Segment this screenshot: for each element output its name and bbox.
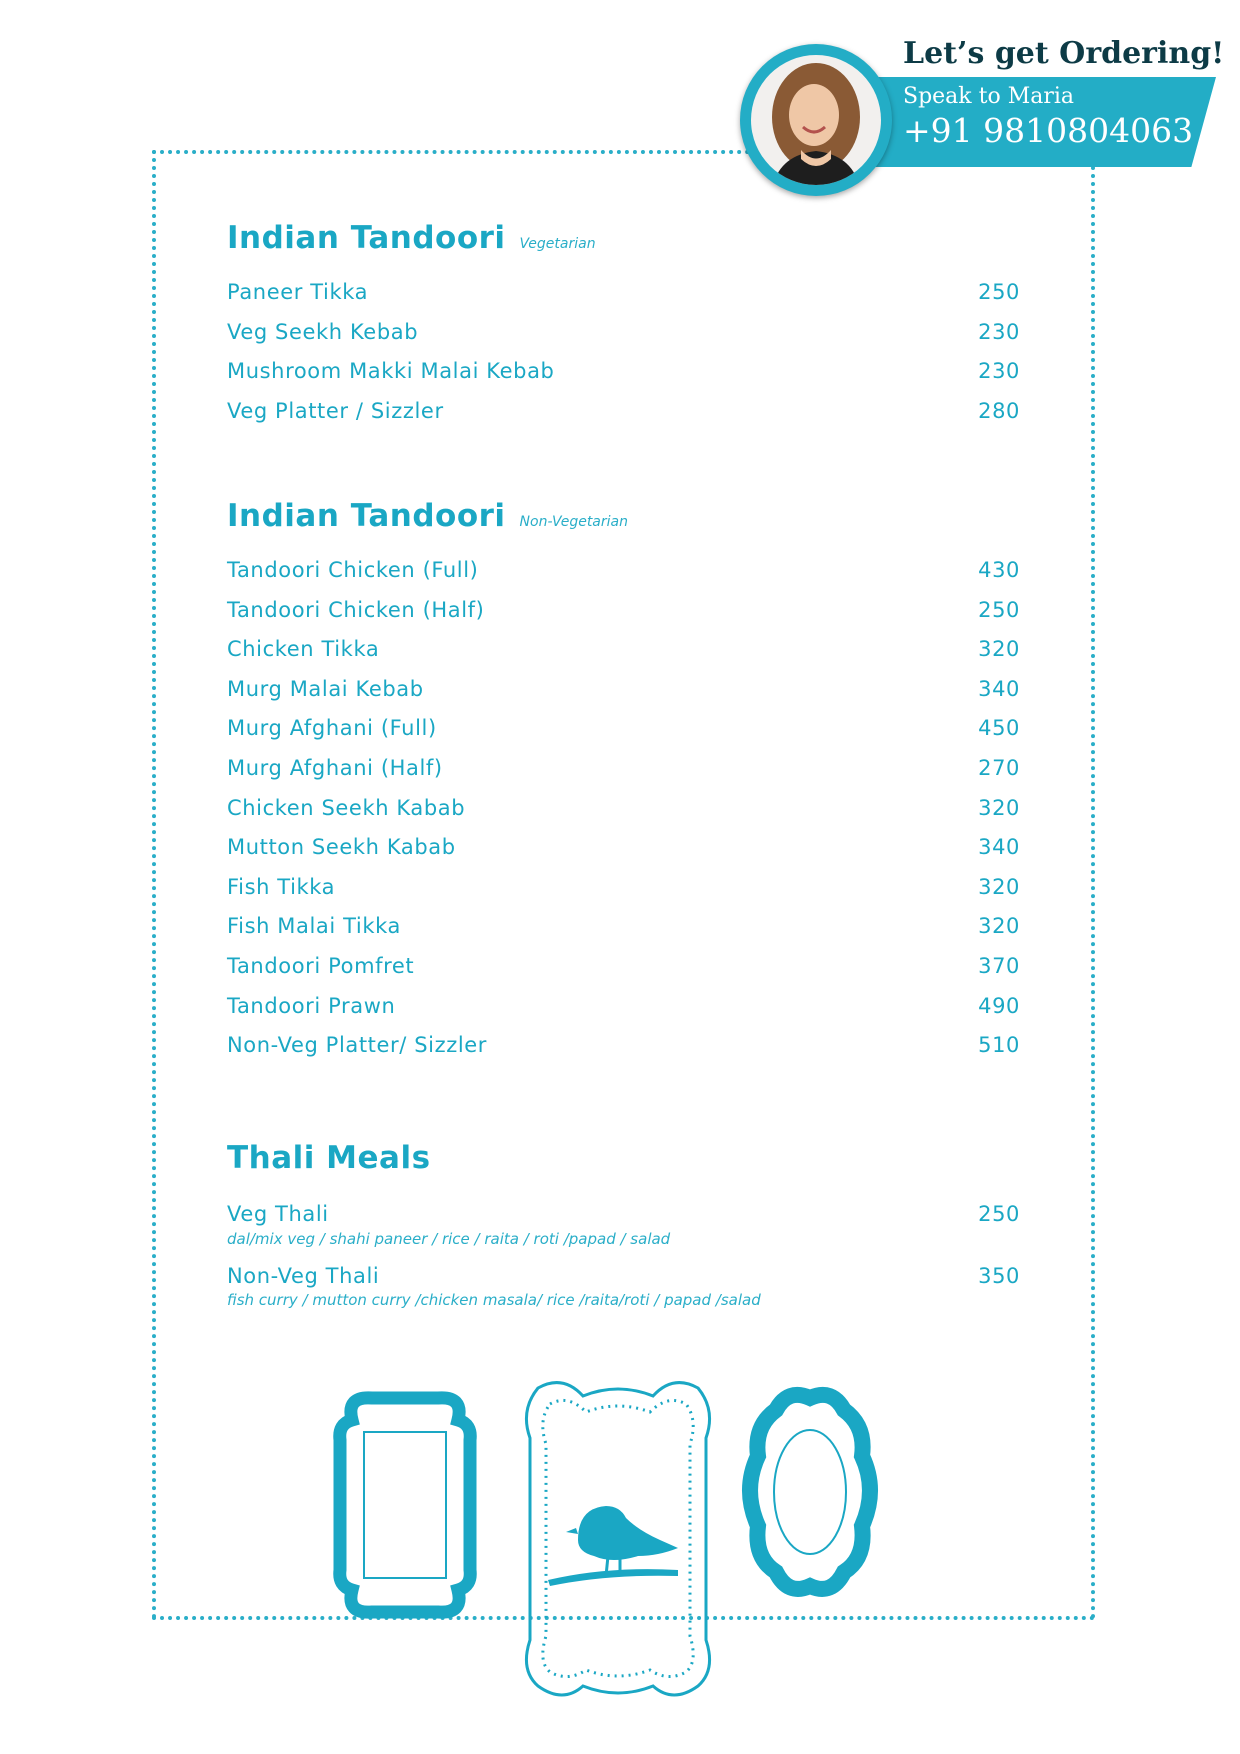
item-price: 250 [978, 280, 1020, 304]
section-nonveg-tandoori [227, 498, 1020, 1073]
menu-item [227, 399, 1020, 439]
item-name: Chicken Tikka [227, 637, 380, 662]
contact-name: Speak to Maria [903, 84, 1075, 109]
item-name: Non-Veg Platter/ Sizzler [227, 1033, 488, 1058]
item-price: 320 [978, 914, 1020, 939]
section-veg-tandoori [227, 220, 1020, 438]
item-price: 230 [978, 359, 1020, 384]
bird-icon [548, 1506, 678, 1586]
item-price: 320 [978, 637, 1020, 662]
item-name: Chicken Seekh Kabab [227, 795, 466, 820]
menu-item [227, 359, 1020, 399]
item-price: 340 [978, 676, 1020, 701]
item-price: 350 [978, 1263, 1020, 1288]
menu-item [227, 1033, 1020, 1073]
section-thali-meals [227, 1140, 1020, 1325]
item-name: Paneer Tikka [227, 280, 369, 304]
item-name: Tandoori Pomfret [227, 953, 415, 978]
item-price: 490 [978, 993, 1020, 1018]
item-description: dal/mix veg / shahi paneer / rice / raita / roti /papad / salad [227, 1229, 671, 1248]
item-price: 250 [978, 1202, 1020, 1226]
menu-item [227, 914, 1020, 954]
item-description: fish curry / mutton curry /chicken masala/ rice /raita/roti / papad /salad [227, 1291, 761, 1310]
item-name: Mutton Seekh Kabab [227, 835, 456, 860]
menu-item [227, 637, 1020, 677]
menu-item [227, 756, 1020, 796]
item-price: 250 [978, 597, 1020, 622]
section-title: Thali Meals [227, 1140, 431, 1176]
item-name: Veg Thali [227, 1202, 329, 1226]
item-name: Fish Tikka [227, 874, 336, 899]
item-name: Tandoori Chicken (Full) [227, 558, 479, 582]
item-price: 510 [978, 1033, 1020, 1058]
item-price: 320 [978, 795, 1020, 820]
section-subtitle: Non-Vegetarian [519, 514, 628, 530]
contact-title: Let’s get Ordering! [903, 36, 1225, 71]
item-name: Veg Platter / Sizzler [227, 398, 444, 423]
menu-item [227, 954, 1020, 994]
menu-item [227, 598, 1020, 638]
item-name: Murg Afghani (Half) [227, 755, 443, 780]
item-name: Tandoori Prawn [227, 993, 396, 1018]
item-name: Tandoori Chicken (Half) [227, 597, 485, 622]
right-frame-icon [750, 1395, 870, 1589]
section-title: Indian Tandoori [227, 498, 506, 534]
section-subtitle: Vegetarian [519, 236, 596, 252]
item-price: 450 [978, 716, 1020, 741]
item-price: 340 [978, 835, 1020, 860]
menu-item [227, 994, 1020, 1034]
item-price: 230 [978, 319, 1020, 344]
item-name: Mushroom Makki Malai Kebab [227, 359, 555, 384]
item-name: Fish Malai Tikka [227, 914, 401, 939]
menu-item [227, 677, 1020, 717]
menu-item [227, 320, 1020, 360]
item-name: Murg Malai Kebab [227, 676, 424, 701]
center-frame-icon [526, 1383, 709, 1695]
left-frame-icon [340, 1398, 471, 1612]
menu-item [227, 796, 1020, 836]
item-price: 320 [978, 874, 1020, 899]
section-title: Indian Tandoori [227, 220, 506, 256]
item-name: Murg Afghani (Full) [227, 716, 437, 741]
menu-item [227, 835, 1020, 875]
item-name: Veg Seekh Kebab [227, 319, 419, 344]
contact-phone[interactable]: +91 9810804063 [903, 111, 1194, 150]
item-price: 270 [978, 755, 1020, 780]
item-name: Non-Veg Thali [227, 1263, 380, 1288]
item-price: 280 [978, 398, 1020, 423]
menu-item [227, 558, 1020, 598]
decorative-frames [320, 1380, 920, 1710]
contact-avatar [740, 44, 892, 196]
item-price: 370 [978, 953, 1020, 978]
menu-item [227, 280, 1020, 320]
menu-item [227, 875, 1020, 915]
menu-item [227, 716, 1020, 756]
item-price: 430 [978, 558, 1020, 582]
